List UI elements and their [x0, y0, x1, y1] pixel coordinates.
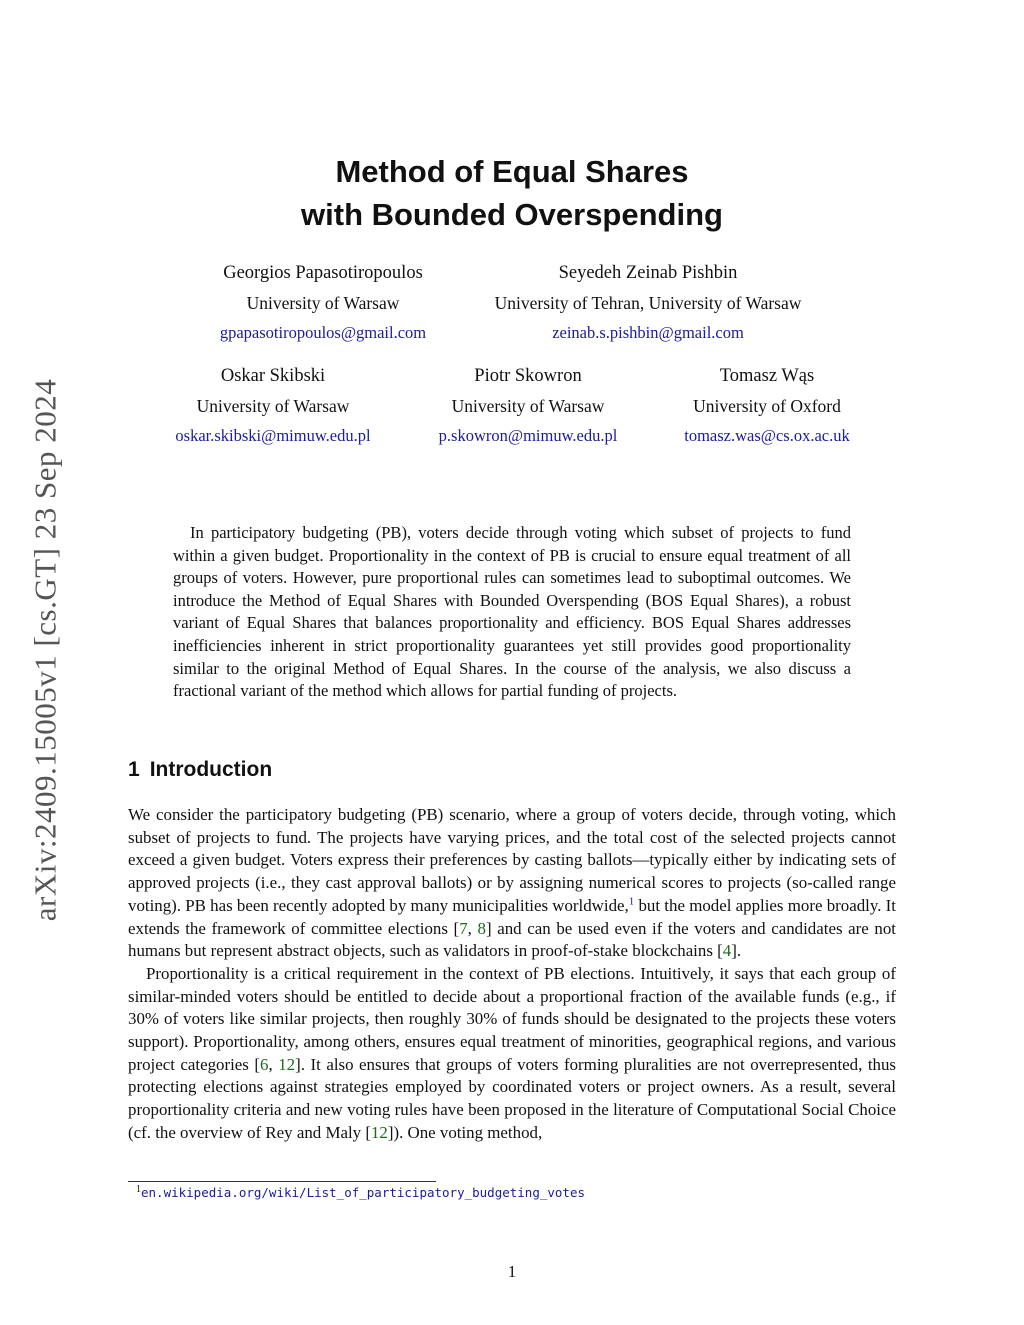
arxiv-identifier: arXiv:2409.15005v1 [cs.GT] 23 Sep 2024	[27, 378, 62, 922]
author-affiliation: University of Warsaw	[451, 396, 605, 416]
title-line-1: Method of Equal Shares	[335, 154, 689, 189]
text-run: ,	[467, 918, 478, 938]
paragraph	[128, 963, 896, 1145]
author-email[interactable]: p.skowron@mimuw.edu.pl	[438, 426, 618, 445]
author-name: Oskar Skibski	[220, 366, 326, 386]
author-name: Georgios Papasotiropoulos	[223, 263, 423, 283]
text-run: but the model applies more broadly. It extends the framework of committee elections [	[128, 895, 896, 938]
author-block	[652, 361, 882, 451]
author-affiliation: University of Oxford	[693, 396, 841, 416]
author-name: Tomasz Wąs	[719, 366, 815, 386]
paper-title	[0, 150, 1024, 236]
text-run: ].	[731, 941, 742, 961]
text-run: ]. It also ensures that groups of voters forming pluralities are not overrepresented, thus protecting elections against strategies employed by coordinated voters or project owners. As a result, several proportionality criteria and new voting rules have been proposed in the literature of Computational Social Choice (cf. the overview of Rey and Maly [	[128, 1054, 896, 1142]
citation-link[interactable]: 12	[278, 1054, 296, 1074]
footnote-url[interactable]: en.wikipedia.org/wiki/List_of_participatory_budgeting_votes	[141, 1185, 586, 1200]
section-number: 1	[128, 758, 140, 781]
author-name: Seyedeh Zeinab Pishbin	[558, 263, 738, 283]
author-name: Piotr Skowron	[474, 366, 582, 386]
page-number: 1	[507, 1262, 517, 1281]
citation-link[interactable]: 4	[722, 941, 732, 961]
section-title: Introduction	[149, 758, 273, 781]
author-email[interactable]: gpapasotiropoulos@gmail.com	[219, 323, 427, 342]
footnote	[136, 1185, 585, 1200]
citation-link[interactable]: 8	[477, 918, 486, 938]
author-block	[143, 361, 403, 451]
text-run: ] and can be used even if the voters and candidates are not humans but represent abstract objects, such as validators in proof-of-stake blockchains [	[128, 918, 896, 961]
title-line-2: with Bounded Overspending	[301, 197, 723, 232]
author-email[interactable]: tomasz.was@cs.ox.ac.uk	[684, 426, 850, 445]
arxiv-sidebar	[22, 355, 68, 945]
author-block	[408, 361, 648, 451]
text-run: We consider the participatory budgeting (PB) scenario, where a group of voters decide, through voting, which subset of projects to fund. The projects have varying prices, and the total cost of the selected projects cannot exceed a given budget. Voters express their preferences by casting ballots—typically either by indicating sets of approved projects (i.e., they cast approval ballots) or by assigning numerical scores to projects (so-called range voting). PB has been recently adopted by many municipalities worldwide,	[128, 805, 896, 915]
abstract: In participatory budgeting (PB), voters decide through voting which subset of projects to fund within a given budget. Proportionality in the context of PB is crucial to ensure equal treatment of all groups of voters. However, pure proportional rules can sometimes lead to suboptimal outcomes. We introduce the Method of Equal Shares with Bounded Overspending (BOS Equal Shares), a robust variant of Equal Shares that balances proportionality and efficiency. BOS Equal Shares addresses inefficiencies inherent in strict proportionality guarantees yet still provides good proportionality similar to the original Method of Equal Shares. In the course of the analysis, we also discuss a fractional variant of the method which allows for partial funding of projects.	[173, 523, 851, 701]
paragraph	[128, 804, 896, 963]
text-run: Proportionality is a critical requirement in the context of PB elections. Intuitively, it says that each group of similar-minded voters should be entitled to decide about a proportional fraction of the available funds (e.g., if 30% of voters like similar projects, then roughly 30% of funds should be designated to the projects these voters support). Proportionality, among others, ensures equal treatment of minorities, geographical regions, and various project categories [	[128, 963, 896, 1074]
footnote-number: 1	[136, 1183, 141, 1195]
author-affiliation: University of Warsaw	[246, 293, 400, 313]
text-run: ]). One voting method,	[387, 1122, 543, 1142]
author-affiliation: University of Tehran, University of Warsaw	[494, 293, 802, 313]
citation-link[interactable]: 12	[370, 1122, 388, 1142]
citation-link[interactable]: 7	[459, 918, 468, 938]
text-run: ,	[268, 1054, 279, 1074]
author-affiliation: University of Warsaw	[196, 396, 350, 416]
citation-link[interactable]: 6	[260, 1054, 269, 1074]
author-block	[468, 258, 828, 348]
author-block	[173, 258, 473, 348]
author-email[interactable]: oskar.skibski@mimuw.edu.pl	[175, 426, 371, 445]
section-heading	[128, 758, 272, 782]
footnote-marker[interactable]: 1	[628, 895, 635, 908]
author-email[interactable]: zeinab.s.pishbin@gmail.com	[552, 323, 744, 342]
footnote-divider	[128, 1181, 436, 1182]
body-text	[128, 804, 896, 1145]
